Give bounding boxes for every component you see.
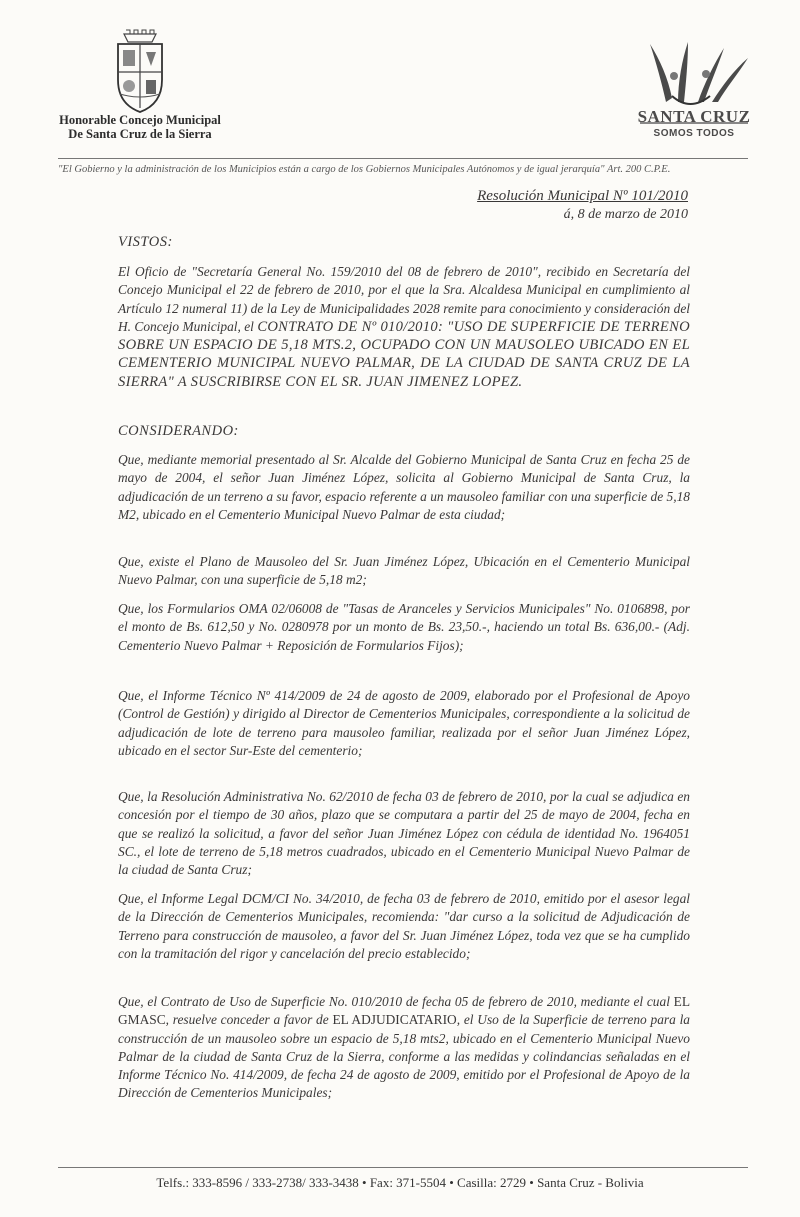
coat-of-arms-icon	[110, 28, 170, 114]
considerando-paragraph-2: Que, existe el Plano de Mausoleo del Sr. Juan Jiménez López, Ubicación en el Cementerio Municipal Nuevo Palmar, con una superficie de 5,18 m2;	[118, 554, 690, 588]
vistos-heading: VISTOS:	[118, 234, 173, 250]
gmasc-term: EL GMASC	[118, 994, 690, 1028]
constitution-quote: "El Gobierno y la administración de los Municipios están a cargo de los Gobiernos Municipales Autónomos y de igual jerarquía" Art. 200 C.P.E.	[58, 164, 671, 175]
paragraph-7-part-a: Que, el Contrato de Uso de Superficie No. 010/2010 de fecha 05 de febrero de 2010, mediante el cual	[118, 994, 670, 1009]
header-divider	[58, 158, 748, 159]
footer-divider	[58, 1167, 748, 1168]
adjudicatario-term: EL ADJUDICATARIO	[332, 1012, 457, 1028]
council-line-1: Honorable Concejo Municipal	[59, 113, 221, 127]
considerando-paragraph-7	[118, 993, 690, 1103]
considerando-paragraph-6: Que, el Informe Legal DCM/CI No. 34/2010, de fecha 03 de febrero de 2010, emitido por el asesor legal de la Dirección de Cementerios Municipales, recomienda: "dar curso a la solicitud de Adjudicación de Terreno para construcción de mausoleo, a favor del Sr. Juan Jiménez López, toda vez que se ha cumplido con la tramitación del rigor y cancelación del precio establecido;	[118, 891, 690, 961]
paragraph-7-part-e: , el Uso de la Superficie de terreno para la construcción de un mausoleo sobre un espacio de 5,18 mts2, ubicado en el Cementerio Municipal Nuevo Palmar de la ciudad de Santa Cruz de la Sierra, conforme a las medidas y colindancias señaladas en el Informe Técnico No. 414/2009, de fecha 24 de agosto de 2009, emitido por el Profesional de Apoyo de la Dirección de Cementerios Municipales;	[118, 1012, 690, 1101]
contract-title: CONTRATO DE Nº 010/2010: "USO DE SUPERFICIE DE TERRENO SOBRE UN ESPACIO DE 5,18 MTS.2, OCUPADO CON UN MAUSOLEO UBICADO EN EL CEMENTERIO MUNICIPAL NUEVO PALMAR, DE LA CIUDAD DE SANTA CRUZ DE LA SIERRA" A SUSCRIBIRSE CON EL SR. JUAN JIMENEZ LOPEZ.	[118, 318, 690, 390]
considerando-paragraph-3: Que, los Formularios OMA 02/06008 de "Tasas de Aranceles y Servicios Municipales" No. 0106898, por el monto de Bs. 612,50 y No. 0280978 por un monto de Bs. 23,50.-, haciendo un total Bs. 636,00.- (Adj. Cementerio Nuevo Palmar + Reposición de Formularios Fijos);	[118, 601, 690, 653]
considerando-paragraph-4: Que, el Informe Técnico Nº 414/2009 de 24 de agosto de 2009, elaborado por el Profesional de Apoyo (Control de Gestión) y dirigido al Director de Cementerios Municipales, correspondiente a la solicitud de adjudicación de lote de terreno para mausoleo familiar, realizada por el señor Juan Jiménez López, ubicado en el sector Sur-Este del cementerio;	[118, 688, 690, 758]
vistos-body: El Oficio de "Secretaría General No. 159/2010 del 08 de febrero de 2010", recibido en Secretaría del Concejo Municipal el 22 de febrero de 2010, por el que la Sra. Alcaldesa Municipal en cumplimiento al Artículo 12 numeral 11) de la Ley de Municipalidades 2028 remite para conocimiento y consideración del H. Concejo Municipal, el	[118, 264, 690, 334]
resolution-title: Resolución Municipal Nº 101/2010	[477, 188, 688, 204]
considerando-paragraph-1: Que, mediante memorial presentado al Sr. Alcalde del Gobierno Municipal de Santa Cruz en fecha 25 de mayo de 2004, el señor Juan Jiménez López, solicita al Gobierno Municipal de Santa Cruz, la adjudicación de un terreno a su favor, espacio referente a un mausoleo familiar con una superficie de 5,18 M2, ubicado en el Cementerio Municipal Nuevo Palmar de esta ciudad;	[118, 452, 690, 522]
council-name	[40, 113, 240, 141]
vistos-paragraph	[118, 263, 690, 391]
logo-name: SANTA CRUZ	[637, 107, 751, 126]
considerando-paragraph-5: Que, la Resolución Administrativa No. 62/2010 de fecha 03 de febrero de 2010, por la cual se adjudica en concesión por el tiempo de 30 años, plazo que se computara a partir del 25 de mayo de 2004, fecha en que se realizó la solicitud, a favor del señor Juan Jiménez López con cédula de identidad No. 1964051 SC., el lote de terreno de 5,18 metros cuadrados, ubicado en el Cementerio Municipal Nuevo Palmar de la ciudad de Santa Cruz;	[118, 789, 690, 878]
footer-contact: Telfs.: 333-8596 / 333-2738/ 333-3438 • Fax: 371-5504 • Casilla: 2729 • Santa Cruz - Bolivia	[156, 1175, 644, 1190]
resolution-date: á, 8 de marzo de 2010	[563, 207, 688, 222]
paragraph-7-part-c: , resuelve conceder a favor de	[165, 1012, 329, 1028]
logo-tagline: SOMOS TODOS	[653, 128, 735, 139]
council-line-2: De Santa Cruz de la Sierra	[68, 127, 212, 141]
considerando-heading: CONSIDERANDO:	[118, 423, 239, 439]
